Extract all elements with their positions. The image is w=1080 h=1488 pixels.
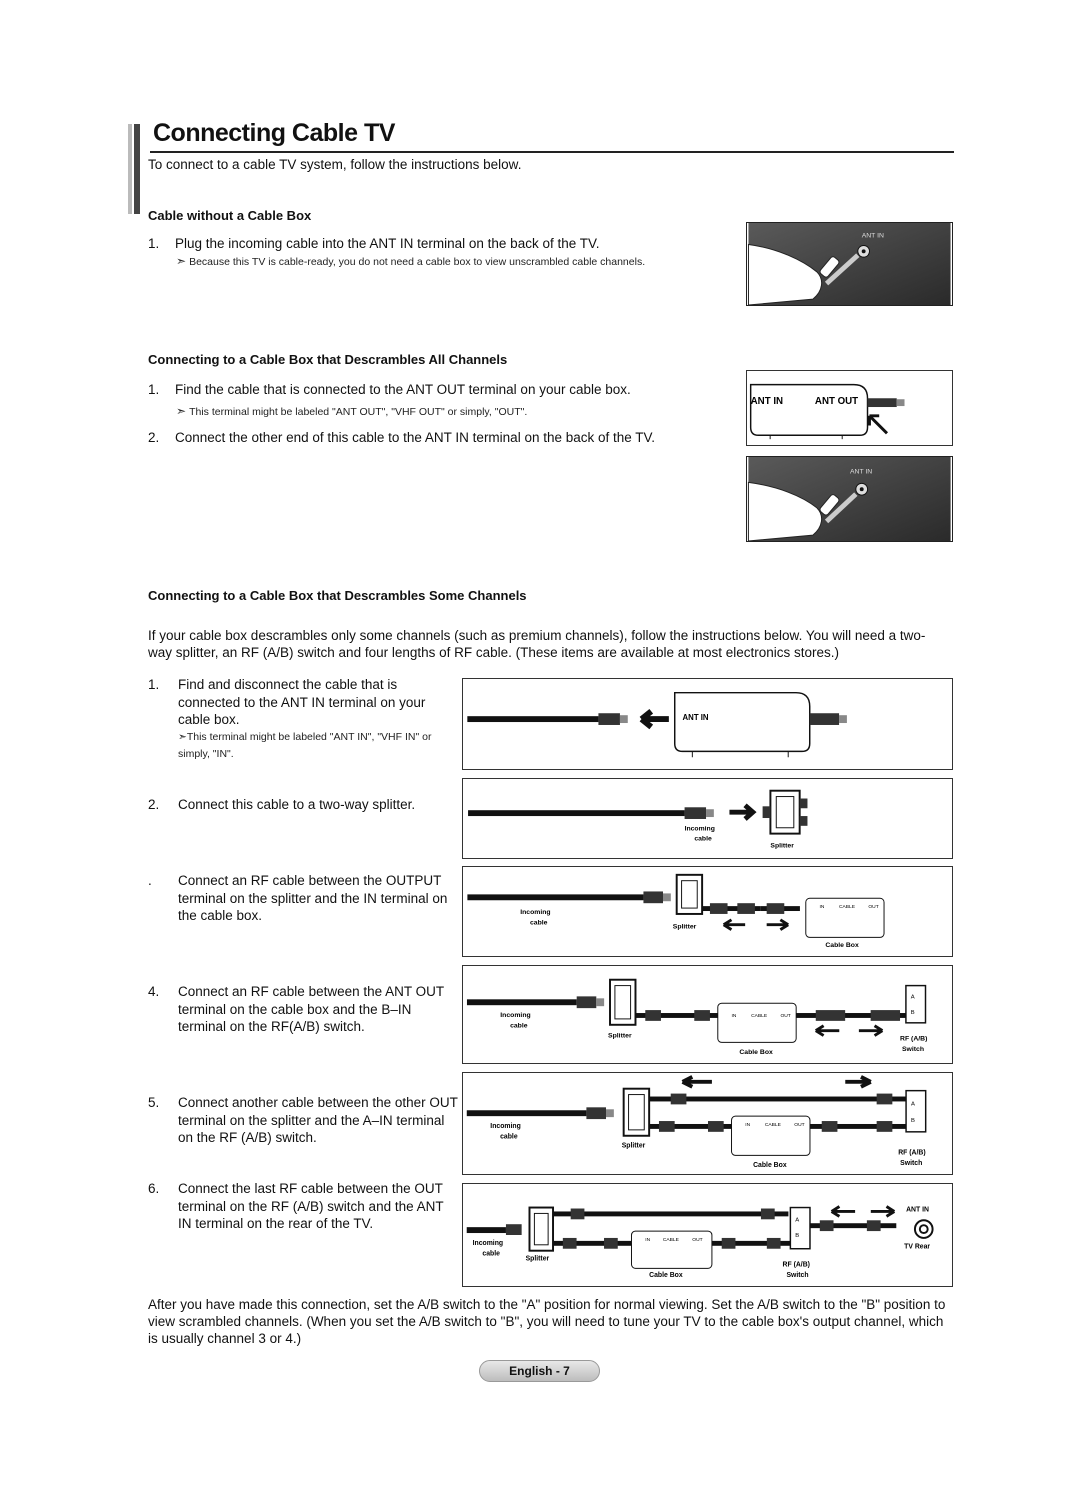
- arrow-right-icon: [871, 1207, 895, 1217]
- step-number: 2.: [148, 430, 160, 445]
- arrow-right-icon: [729, 805, 752, 819]
- box-out-label: OUT: [794, 1122, 805, 1128]
- arrow-left-icon: [832, 1207, 856, 1217]
- section3-step-3: [148, 872, 458, 925]
- section-heading-all-channels: Connecting to a Cable Box that Descrambles All Channels: [148, 352, 508, 367]
- section3-step-5: [148, 1094, 458, 1147]
- splitter-label: Splitter: [770, 842, 794, 850]
- rf-ab-label: RF (A/B): [900, 1035, 928, 1043]
- step-text: Connect another cable between the other OUT terminal on the splitter and the A–IN terminal on the RF (A/B) switch.: [178, 1095, 458, 1145]
- box-in-label: IN: [819, 905, 825, 911]
- ant-in-label: ANT IN: [906, 1206, 929, 1214]
- splitter-label: Splitter: [672, 923, 697, 931]
- switch-a-label: A: [795, 1217, 800, 1224]
- cable-box-label: Cable Box: [825, 942, 859, 950]
- section3-step-4: [148, 983, 458, 1036]
- note-arrow-icon: ➣: [176, 254, 187, 268]
- arrow-left-icon: [816, 1026, 840, 1036]
- step-text: Connect this cable to a two-way splitter.: [178, 797, 416, 812]
- box-cable-label: CABLE: [751, 1013, 768, 1019]
- section1-note: [176, 254, 645, 268]
- note-text: This terminal might be labeled "ANT OUT", "VHF OUT" or simply, "OUT".: [189, 406, 528, 418]
- splitter-label: Splitter: [525, 1255, 550, 1263]
- step-text: Find the cable that is connected to the ANT OUT terminal on your cable box.: [175, 382, 631, 397]
- box-cable-label: CABLE: [764, 1122, 781, 1128]
- box-out-label: OUT: [868, 905, 879, 911]
- step-number: 2.: [148, 797, 160, 812]
- diagram-connect-splitter: [462, 778, 953, 859]
- step-number: .: [148, 873, 152, 888]
- cable-box-label: Cable Box: [753, 1162, 787, 1170]
- splitter-label: Splitter: [608, 1032, 632, 1040]
- step-number: 1.: [148, 677, 160, 692]
- note-text: This terminal might be labeled "ANT IN", "VHF IN" or simply, "IN".: [178, 731, 432, 760]
- diagram-cable-box-to-switch: [462, 965, 953, 1064]
- rf-switch-icon: [790, 1208, 810, 1249]
- section2-note: [176, 404, 527, 418]
- cable-box-icon: [718, 1003, 796, 1042]
- cable-box-icon: [631, 1231, 711, 1268]
- step-text: Connect the other end of this cable to the ANT IN terminal on the back of the TV.: [175, 430, 656, 445]
- incoming-label: Incoming: [472, 1239, 504, 1247]
- title-accent-bar: [128, 124, 150, 214]
- diagram-switch-to-tv: [462, 1183, 953, 1287]
- cable-label: cable: [694, 835, 712, 843]
- step-text: Connect an RF cable between the ANT OUT terminal on the cable box and the B–IN terminal on the RF(A/B) switch.: [178, 984, 444, 1034]
- box-in-label: IN: [745, 1122, 751, 1128]
- cable-label: cable: [482, 1250, 500, 1258]
- section-heading-some-channels: Connecting to a Cable Box that Descrambles Some Channels: [148, 588, 527, 603]
- switch-a-label: A: [910, 1101, 915, 1108]
- ant-in-label: ANT IN: [750, 396, 784, 408]
- step-number: 5.: [148, 1095, 160, 1110]
- rf-ab-label: RF (A/B): [782, 1261, 810, 1269]
- page-number-badge: English - 7: [479, 1360, 600, 1382]
- cable-box-label: Cable Box: [739, 1049, 773, 1057]
- tv-rear-label: TV Rear: [904, 1243, 931, 1251]
- ant-in-label: ANT IN: [682, 713, 709, 723]
- switch-a-label: A: [910, 994, 915, 1001]
- section-heading-no-cable-box: Cable without a Cable Box: [148, 208, 312, 223]
- ant-out-label: ANT OUT: [814, 396, 859, 408]
- page-title: Connecting Cable TV: [153, 119, 395, 147]
- step-number: 1.: [148, 382, 160, 397]
- step-number: 6.: [148, 1181, 160, 1196]
- intro-text: To connect to a cable TV system, follow the instructions below.: [148, 157, 522, 172]
- box-cable-label: CABLE: [839, 905, 856, 911]
- diagram-splitter-to-cable-box: [462, 866, 953, 957]
- arrow-left-icon: [724, 920, 746, 930]
- box-in-label: IN: [645, 1237, 651, 1243]
- splitter-label: Splitter: [621, 1142, 646, 1150]
- step-text: Connect an RF cable between the OUTPUT terminal on the splitter and the IN terminal on the cable box.: [178, 873, 448, 923]
- switch-label: Switch: [901, 1046, 925, 1054]
- arrow-right-icon: [859, 1026, 883, 1036]
- step-text: Find and disconnect the cable that is connected to the ANT IN terminal on your cable box.: [178, 677, 426, 727]
- section3-intro: If your cable box descrambles only some channels (such as premium channels), follow the instructions below. You will need a two-way splitter, an RF (A/B) switch and four lengths of RF cable. (These items are available at most electronics stores.): [148, 628, 926, 660]
- cable-box-label: Cable Box: [649, 1272, 683, 1280]
- section3-outro: After you have made this connection, set the A/B switch to the "A" position for normal viewing. Set the A/B switch to the "B" position to view scrambled channels. (When you set the A/B switch to "B", you will need to tune your TV to the cable box's output channel, which is usually channel 3 or 4.): [148, 1297, 946, 1346]
- switch-label: Switch: [900, 1160, 923, 1168]
- diagram-disconnect-cable: [462, 678, 953, 770]
- note-arrow-icon: ➣: [176, 404, 187, 418]
- step-text: Plug the incoming cable into the ANT IN terminal on the back of the TV.: [175, 236, 600, 251]
- step-number: 1.: [148, 236, 160, 251]
- switch-b-label: B: [910, 1010, 915, 1017]
- figure-tv-ant-in-1: [746, 222, 953, 306]
- note-text: Because this TV is cable-ready, you do not need a cable box to view unscrambled cable channels.: [189, 256, 646, 268]
- section2-step-1: [148, 381, 631, 398]
- section3-step-1: [148, 676, 458, 729]
- ant-in-label: ANT IN: [861, 232, 884, 240]
- figure-tv-ant-in-2: [746, 456, 953, 542]
- arrow-left-icon: [682, 1077, 711, 1087]
- rf-switch-icon: [906, 986, 926, 1023]
- title-rule: [150, 151, 954, 153]
- box-cable-label: CABLE: [662, 1237, 679, 1243]
- diagram-splitter-to-switch-a: [462, 1072, 953, 1175]
- step-text: Connect the last RF cable between the OUT terminal on the RF (A/B) switch and the ANT IN terminal on the rear of the TV.: [178, 1181, 444, 1231]
- section1-step-1: [148, 235, 600, 252]
- arrow-icon: [869, 416, 887, 434]
- rf-switch-icon: [906, 1091, 926, 1132]
- box-out-label: OUT: [692, 1237, 703, 1243]
- figure-cable-box-ant-out: [746, 370, 953, 446]
- incoming-label: Incoming: [490, 1122, 521, 1130]
- cable-label: cable: [510, 1022, 528, 1030]
- switch-label: Switch: [786, 1272, 809, 1280]
- switch-b-label: B: [910, 1118, 915, 1125]
- rf-ab-label: RF (A/B): [898, 1149, 926, 1157]
- section2-step-2: [148, 429, 655, 446]
- cable-label: cable: [529, 919, 548, 927]
- box-in-label: IN: [731, 1013, 737, 1019]
- step-number: 4.: [148, 984, 160, 999]
- section3-step1-note: [178, 729, 448, 763]
- incoming-label: Incoming: [520, 908, 551, 916]
- incoming-label: Incoming: [684, 825, 715, 833]
- arrow-right-icon: [845, 1077, 870, 1087]
- ant-in-label: ANT IN: [849, 468, 873, 476]
- section3-step-6: [148, 1180, 458, 1233]
- switch-b-label: B: [795, 1232, 800, 1239]
- section3-step-2: [148, 796, 458, 814]
- box-out-label: OUT: [780, 1013, 791, 1019]
- arrow-left-icon: [641, 711, 668, 727]
- cable-label: cable: [500, 1133, 518, 1141]
- incoming-label: Incoming: [500, 1011, 531, 1019]
- note-arrow-icon: ➣: [178, 731, 187, 743]
- arrow-right-icon: [767, 920, 789, 930]
